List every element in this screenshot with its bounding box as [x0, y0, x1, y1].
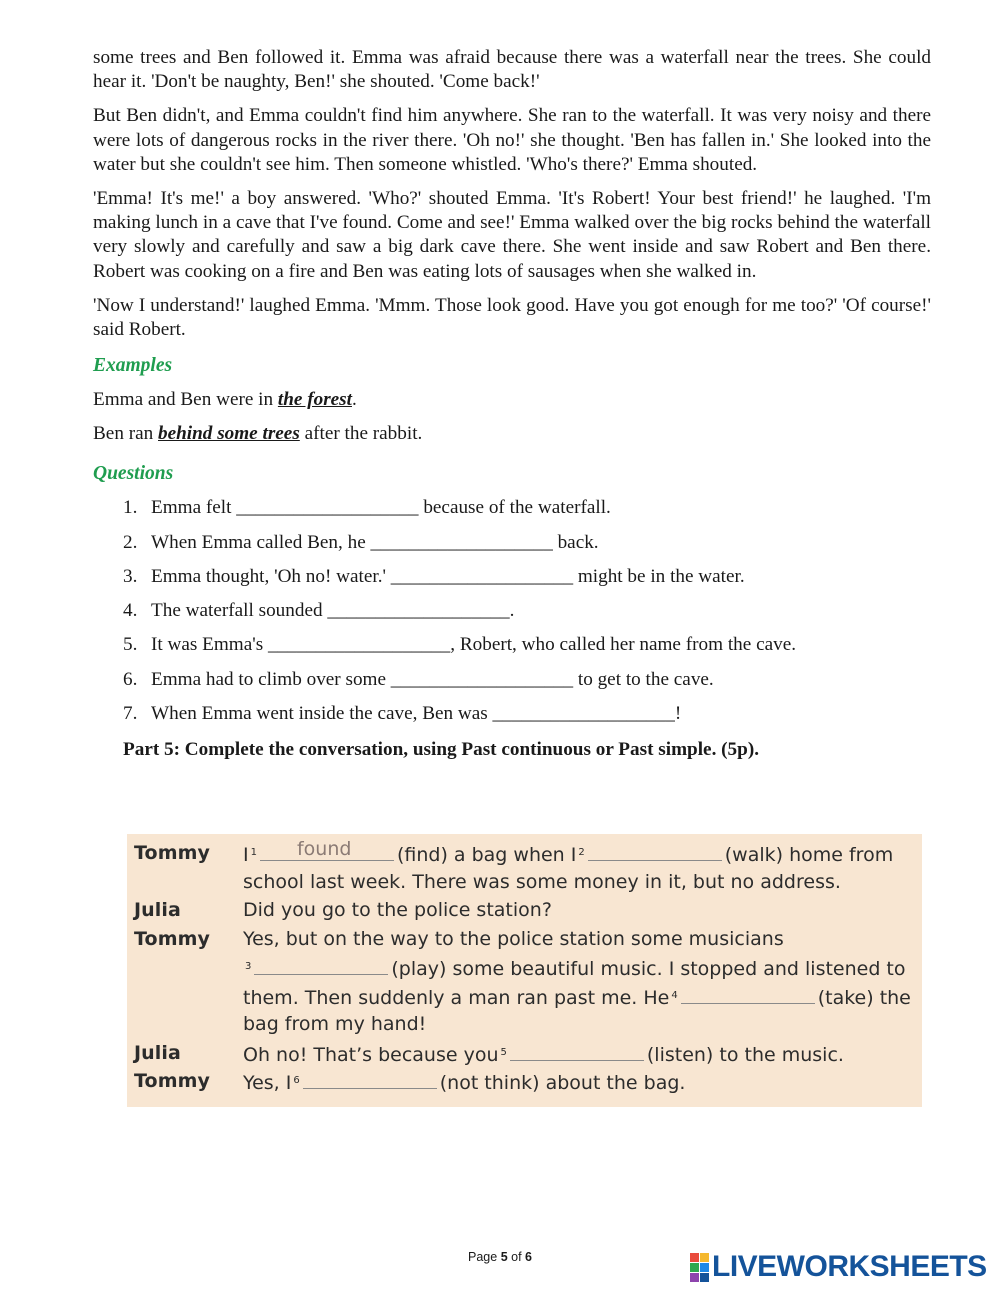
line-text: I	[243, 844, 249, 866]
line-text: (find) a bag when I	[396, 844, 577, 866]
example-answer: the forest	[277, 389, 352, 411]
question-text: Emma felt ___________________ because of the waterfall.	[151, 497, 611, 519]
example-text: Emma and Ben were in	[93, 389, 278, 411]
gap-number: 6	[293, 1075, 300, 1086]
conversation-box	[127, 834, 922, 1107]
line-text: (not think) about the bag.	[439, 1072, 686, 1094]
line-text: (play) some beautiful music. I stopped and listened to	[391, 958, 906, 980]
gap-number: 3	[245, 961, 252, 972]
conversation-line: bag from my hand!	[243, 1013, 427, 1035]
question-number: 2.	[123, 531, 138, 553]
line-text: (walk) home from	[724, 844, 894, 866]
question-item[interactable]	[123, 565, 931, 589]
total-pages: 6	[525, 1250, 532, 1264]
conversation-line: school last week. There was some money in it, but no address.	[243, 871, 841, 893]
current-page: 5	[500, 1250, 508, 1264]
example-text: Ben ran	[93, 423, 159, 445]
question-item[interactable]	[123, 531, 931, 555]
question-item[interactable]	[123, 668, 931, 692]
example-1	[93, 388, 931, 412]
gap-number: 5	[500, 1047, 507, 1058]
gap-number: 2	[578, 847, 585, 858]
question-number: 6.	[123, 668, 138, 690]
question-item[interactable]	[123, 599, 931, 623]
line-text: (listen) to the music.	[646, 1044, 844, 1066]
question-text: When Emma called Ben, he ___________________ back.	[151, 531, 599, 553]
page-label: of	[511, 1250, 522, 1264]
question-number: 3.	[123, 565, 138, 587]
example-text: .	[351, 389, 357, 411]
question-item[interactable]	[123, 702, 931, 726]
conversation-line	[243, 1070, 685, 1094]
question-number: 7.	[123, 703, 138, 725]
story-paragraph: 'Emma! It's me!' a boy answered. 'Who?' shouted Emma. 'It's Robert! Your best friend!' he laughed. 'I'm making lunch in a cave that I've found. Come and see!' Emma walked over the big rocks behind the waterfall very slowly and carefully and saw a big dark cave there. She went inside and saw Robert and Ben there. Robert was cooking on a fire and Ben was eating lots of sausages when she walked in.	[93, 188, 931, 282]
questions-list	[93, 496, 931, 726]
conversation-line: Yes, but on the way to the police station some musicians	[243, 928, 784, 950]
part5-title: Part 5: Complete the conversation, using Past continuous or Past simple. (5p).	[123, 739, 760, 761]
line-text: them. Then suddenly a man ran past me. He	[243, 987, 670, 1009]
answer-blank-4[interactable]	[681, 985, 815, 1004]
page-label: Page	[468, 1250, 498, 1264]
example-2	[93, 422, 931, 446]
story-paragraph: But Ben didn't, and Emma couldn't find him anywhere. She ran to the waterfall. It was very noisy and there were lots of dangerous rocks in the river there. 'Oh no!' she thought. 'Ben has fallen in.' She looked into the water but she couldn't see him. Then someone whistled. 'Who's there?' Emma shouted.	[93, 105, 931, 175]
example-answer: behind some trees	[158, 423, 300, 445]
conversation-line: Did you go to the police station?	[243, 899, 552, 921]
question-number: 4.	[123, 600, 138, 622]
conversation-line	[243, 985, 911, 1009]
speaker-name: Tommy	[134, 928, 210, 950]
gap-number: 4	[671, 990, 678, 1001]
gap-number: 1	[250, 847, 257, 858]
examples-heading: Examples	[93, 355, 173, 377]
worksheet-page	[93, 46, 931, 762]
question-text: It was Emma's ___________________, Robert, who called her name from the cave.	[151, 634, 797, 656]
conversation-line	[243, 956, 906, 980]
answer-blank-1[interactable]	[260, 838, 394, 861]
question-text: When Emma went inside the cave, Ben was ___________________!	[151, 703, 682, 725]
logo-text: LIVEWORKSHEETS	[712, 1250, 987, 1283]
question-text: Emma thought, 'Oh no! water.' ___________________ might be in the water.	[151, 565, 745, 587]
question-text: The waterfall sounded ___________________.	[151, 600, 515, 622]
question-text: Emma had to climb over some ___________________ to get to the cave.	[151, 668, 714, 690]
example-answer: found	[296, 838, 352, 860]
speaker-name: Tommy	[134, 1070, 210, 1092]
story-paragraph: some trees and Ben followed it. Emma was afraid because there was a waterfall near the trees. She could hear it. 'Don't be naughty, Ben!' she shouted. 'Come back!'	[93, 47, 931, 93]
questions-heading: Questions	[93, 463, 174, 485]
story-paragraph: 'Now I understand!' laughed Emma. 'Mmm. Those look good. Have you got enough for me too?' 'Of course!' said Robert.	[93, 294, 931, 341]
line-text: Yes, I	[243, 1072, 292, 1094]
question-number: 1.	[123, 497, 138, 519]
liveworksheets-logo[interactable]	[690, 1250, 987, 1283]
speaker-name: Julia	[134, 1042, 181, 1064]
line-text: (take) the	[817, 987, 911, 1009]
conversation-line	[243, 838, 894, 866]
answer-blank-3[interactable]	[254, 956, 388, 975]
conversation-line	[243, 1042, 844, 1066]
example-text: after the rabbit.	[299, 423, 423, 445]
answer-blank-6[interactable]	[303, 1070, 437, 1089]
question-item[interactable]	[123, 633, 931, 657]
speaker-name: Tommy	[134, 842, 210, 864]
question-number: 5.	[123, 634, 138, 656]
question-item[interactable]	[123, 496, 931, 520]
answer-blank-2[interactable]	[588, 842, 722, 861]
line-text: Oh no! That’s because you	[243, 1044, 499, 1066]
speaker-name: Julia	[134, 899, 181, 921]
answer-blank-5[interactable]	[510, 1042, 644, 1061]
logo-cubes-icon	[690, 1253, 709, 1282]
